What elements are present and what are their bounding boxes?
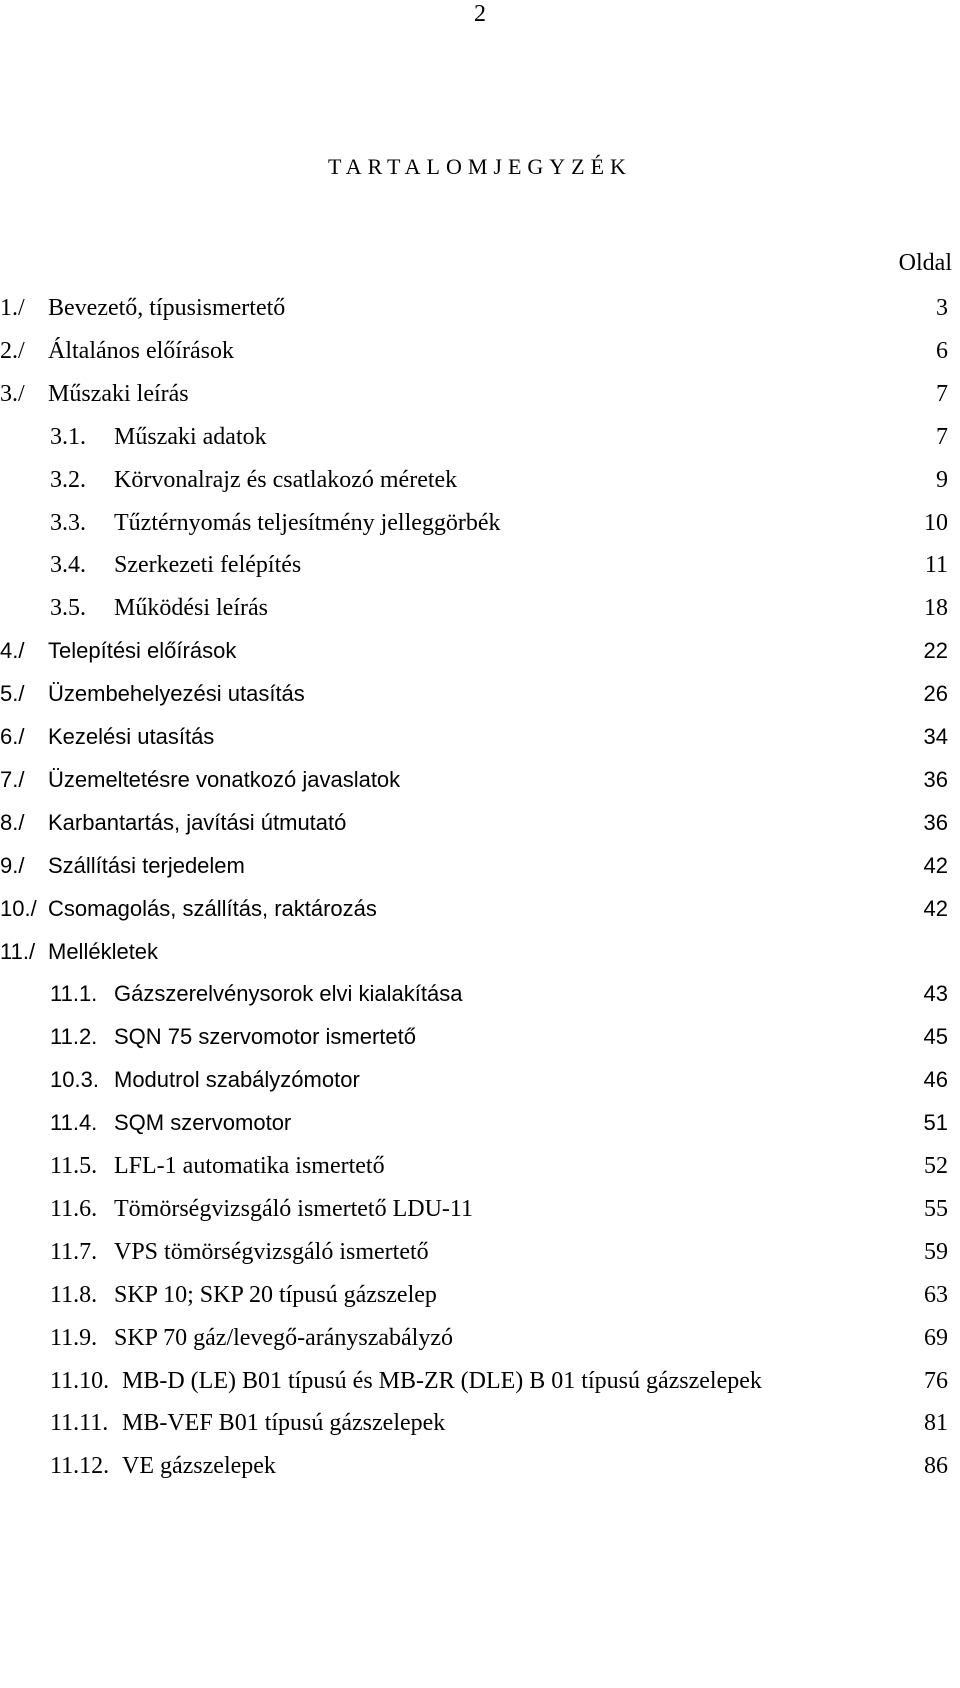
toc-entry-number: 4./ bbox=[0, 638, 25, 664]
toc-entry-number: 11.7. bbox=[50, 1238, 98, 1265]
toc-entry-label: Szállítási terjedelem bbox=[48, 852, 245, 878]
toc-entry-label: Telepítési előírások bbox=[48, 638, 237, 664]
toc-entry-number: 11.8. bbox=[50, 1281, 98, 1308]
toc-entry[interactable] bbox=[0, 1150, 960, 1192]
toc-entry[interactable] bbox=[0, 978, 960, 1020]
toc-entry-number: 11.1. bbox=[50, 981, 98, 1007]
toc-entry-page: 81 bbox=[924, 1410, 948, 1437]
toc-entry-label: Működési leírás bbox=[114, 595, 268, 622]
toc-entry-page: 10 bbox=[924, 509, 948, 536]
toc-entry-label: Csomagolás, szállítás, raktározás bbox=[48, 895, 377, 921]
toc-entry-label: SQN 75 szervomotor ismertető bbox=[114, 1024, 416, 1050]
toc-entry[interactable] bbox=[0, 335, 960, 377]
toc-entry-page: 36 bbox=[923, 766, 948, 792]
toc-entry-page: 26 bbox=[923, 681, 948, 707]
toc-entry[interactable] bbox=[0, 378, 960, 420]
toc-entry-page: 3 bbox=[936, 295, 948, 321]
toc-entry-label: Szerkezeti felépítés bbox=[114, 552, 302, 579]
toc-entry-label: VE gázszelepek bbox=[122, 1453, 276, 1480]
toc-entry-number: 6./ bbox=[0, 724, 25, 749]
toc-entry[interactable] bbox=[0, 1107, 960, 1149]
toc-entry-number: 11.10. bbox=[50, 1367, 110, 1394]
toc-entry-label: Tömörségvizsgáló ismertető LDU-11 bbox=[114, 1195, 474, 1222]
toc-entry-page: 45 bbox=[923, 1024, 948, 1050]
toc-entry-label: Általános előírások bbox=[48, 337, 234, 364]
toc-entry-number: 11.2. bbox=[50, 1024, 98, 1050]
toc-entry-label: Tűztérnyomás teljesítmény jelleggörbék bbox=[114, 509, 501, 536]
toc-entry-number: 3.4. bbox=[50, 552, 86, 579]
toc-entry-number: 11.4. bbox=[50, 1110, 98, 1136]
toc-entry[interactable] bbox=[0, 1407, 960, 1449]
toc-entry[interactable] bbox=[0, 893, 960, 935]
toc-entry[interactable] bbox=[0, 1450, 960, 1492]
toc-entry-number: 11.9. bbox=[50, 1324, 98, 1351]
page-number: 2 bbox=[474, 1, 486, 27]
toc-entry[interactable] bbox=[0, 1279, 960, 1321]
toc-entry-page: 9 bbox=[936, 466, 948, 493]
toc-entry[interactable] bbox=[0, 549, 960, 591]
toc-entry-number: 8./ bbox=[0, 809, 25, 835]
toc-entry-page: 43 bbox=[923, 981, 948, 1007]
toc-entry-page: 11 bbox=[924, 552, 948, 579]
toc-entry-label: LFL-1 automatika ismertető bbox=[114, 1153, 385, 1179]
toc-entry-number: 11.5. bbox=[50, 1153, 98, 1179]
toc-entry-number: 5./ bbox=[0, 681, 25, 707]
toc-entry-page: 69 bbox=[924, 1324, 948, 1351]
toc-entry-number: 11.11. bbox=[50, 1410, 109, 1437]
toc-entry[interactable] bbox=[0, 1322, 960, 1364]
toc-entry[interactable] bbox=[0, 1365, 960, 1407]
toc-entry-page: 42 bbox=[923, 895, 948, 921]
toc-entry[interactable] bbox=[0, 1193, 960, 1235]
toc-entry[interactable] bbox=[0, 807, 960, 849]
toc-entry-page: 52 bbox=[924, 1153, 948, 1179]
toc-entry-number: 3.5. bbox=[50, 595, 86, 622]
toc-entry-page: 51 bbox=[923, 1110, 948, 1136]
toc-entry-label: MB-VEF B01 típusú gázszelepek bbox=[122, 1410, 446, 1437]
toc-entry-number: 1./ bbox=[0, 295, 25, 321]
toc-entry[interactable] bbox=[0, 764, 960, 806]
toc-entry[interactable] bbox=[0, 678, 960, 720]
toc-entry-number: 11.12. bbox=[50, 1453, 110, 1480]
toc-entry-page: 86 bbox=[924, 1453, 948, 1480]
toc-entry-number: 11./ bbox=[0, 938, 36, 964]
toc-entry-page: 46 bbox=[923, 1067, 948, 1093]
toc-entry[interactable] bbox=[0, 721, 960, 763]
toc-entry-label: SQM szervomotor bbox=[114, 1110, 292, 1136]
toc-entry-number: 2./ bbox=[0, 337, 25, 364]
toc-entry-label: Kezelési utasítás bbox=[48, 724, 215, 749]
toc-entry-label: Üzemeltetésre vonatkozó javaslatok bbox=[48, 766, 401, 792]
toc-entry-page: 36 bbox=[923, 809, 948, 835]
toc-entry-page: 63 bbox=[924, 1281, 948, 1308]
toc-entry-label: Mellékletek bbox=[48, 938, 159, 964]
toc-entry-page: 7 bbox=[936, 380, 948, 407]
toc-entry[interactable] bbox=[0, 421, 960, 463]
toc-entry-number: 7./ bbox=[0, 766, 25, 792]
toc-entry[interactable] bbox=[0, 1236, 960, 1278]
toc-entry-page: 22 bbox=[923, 638, 948, 664]
toc-entry-page: 76 bbox=[924, 1367, 948, 1394]
toc-entry-number: 3.3. bbox=[50, 509, 86, 536]
toc-entry-number: 9./ bbox=[0, 852, 25, 878]
toc-entry-label: Műszaki adatok bbox=[114, 423, 267, 450]
toc-title: TARTALOMJEGYZÉK bbox=[328, 154, 632, 179]
toc-entry-label: Modutrol szabályzómotor bbox=[114, 1067, 360, 1093]
toc-entry-page: 34 bbox=[923, 724, 948, 749]
toc-entry[interactable] bbox=[0, 1021, 960, 1063]
toc-entry[interactable] bbox=[0, 635, 960, 677]
page-column-header: Oldal bbox=[898, 250, 952, 276]
toc-entry[interactable] bbox=[0, 850, 960, 892]
toc-entry-page: 6 bbox=[936, 337, 948, 364]
toc-entry[interactable] bbox=[0, 464, 960, 506]
toc-entry-label: Körvonalrajz és csatlakozó méretek bbox=[114, 466, 458, 493]
toc-entry-number: 11.6. bbox=[50, 1195, 98, 1222]
toc-entry-label: Gázszerelvénysorok elvi kialakítása bbox=[114, 981, 463, 1007]
toc-entry-number: 10.3. bbox=[50, 1067, 99, 1093]
toc-entry[interactable] bbox=[0, 292, 960, 334]
toc-entry-page: 55 bbox=[924, 1195, 948, 1222]
toc-entry-label: Bevezető, típusismertető bbox=[48, 295, 286, 321]
toc-entry-page: 42 bbox=[923, 852, 948, 878]
toc-entry-number: 10./ bbox=[0, 895, 37, 921]
toc-entry[interactable] bbox=[0, 507, 960, 549]
toc-entry-page: 18 bbox=[924, 595, 948, 622]
toc-entry-number: 3./ bbox=[0, 380, 25, 407]
toc-entry-label: VPS tömörségvizsgáló ismertető bbox=[114, 1238, 429, 1265]
toc-entry[interactable] bbox=[0, 592, 960, 634]
toc-entry-page: 7 bbox=[936, 423, 948, 450]
toc-entry-label: SKP 10; SKP 20 típusú gázszelep bbox=[114, 1281, 437, 1308]
toc-entry-number: 3.1. bbox=[50, 423, 86, 450]
toc-entry-label: Műszaki leírás bbox=[48, 380, 189, 407]
toc-entry-number: 3.2. bbox=[50, 466, 86, 493]
toc-entry-label: Karbantartás, javítási útmutató bbox=[48, 809, 347, 835]
toc-entry-label: MB-D (LE) B01 típusú és MB-ZR (DLE) B 01 típusú gázszelepek bbox=[122, 1367, 762, 1394]
toc-entry[interactable] bbox=[0, 1064, 960, 1106]
toc-entry[interactable] bbox=[0, 936, 960, 978]
toc-entry-page: 59 bbox=[924, 1238, 948, 1265]
toc-entry-label: SKP 70 gáz/levegő-arányszabályzó bbox=[114, 1324, 453, 1351]
toc-entry-label: Üzembehelyezési utasítás bbox=[48, 681, 305, 707]
